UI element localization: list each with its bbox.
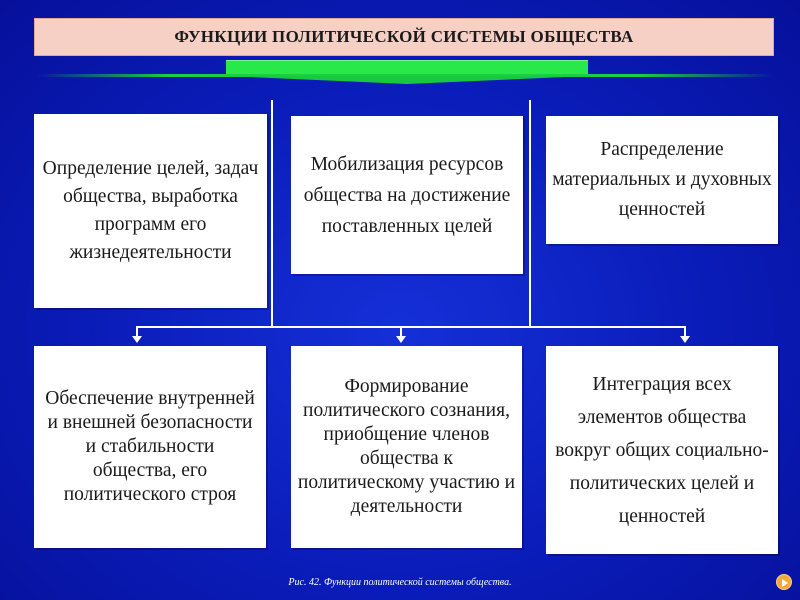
function-box-integration [546,346,778,554]
function-text: Обеспечение внутренней и внешней безопасности и стабильности общества, его политического строя [45,388,255,505]
next-slide-icon[interactable] [776,574,792,590]
function-box-goals [34,114,267,308]
connector-left-vertical [271,100,273,328]
function-box-mobilization [291,116,523,274]
function-text: Интеграция всех элементов общества вокруг общих социально-политических целей и ценностей [555,373,769,527]
function-text: Мобилизация ресурсов общества на достижение поставленных целей [303,153,511,237]
figure-caption: Рис. 42. Функции политической системы общества. [288,577,512,588]
function-box-consciousness [291,346,522,548]
function-box-distribution [546,116,778,244]
function-text: Определение целей, задач общества, выработка программ его жизнедеятельности [42,158,259,263]
connector-horizontal [136,326,686,328]
arrow-down-icon [132,336,142,343]
function-text: Распределение материальных и духовных ценностей [552,139,772,220]
arrow-down-icon [396,336,406,343]
function-box-security [34,346,266,548]
green-accent-bar [226,60,588,74]
function-text: Формирование политического сознания, приобщение членов общества к политическому участию и деятельности [297,376,516,517]
diagram-title: ФУНКЦИИ ПОЛИТИЧЕСКОЙ СИСТЕМЫ ОБЩЕСТВА [174,27,634,46]
green-accent-wedge [226,76,588,84]
title-bar [34,18,774,56]
arrow-down-icon [680,336,690,343]
connector-right-vertical [529,100,531,328]
